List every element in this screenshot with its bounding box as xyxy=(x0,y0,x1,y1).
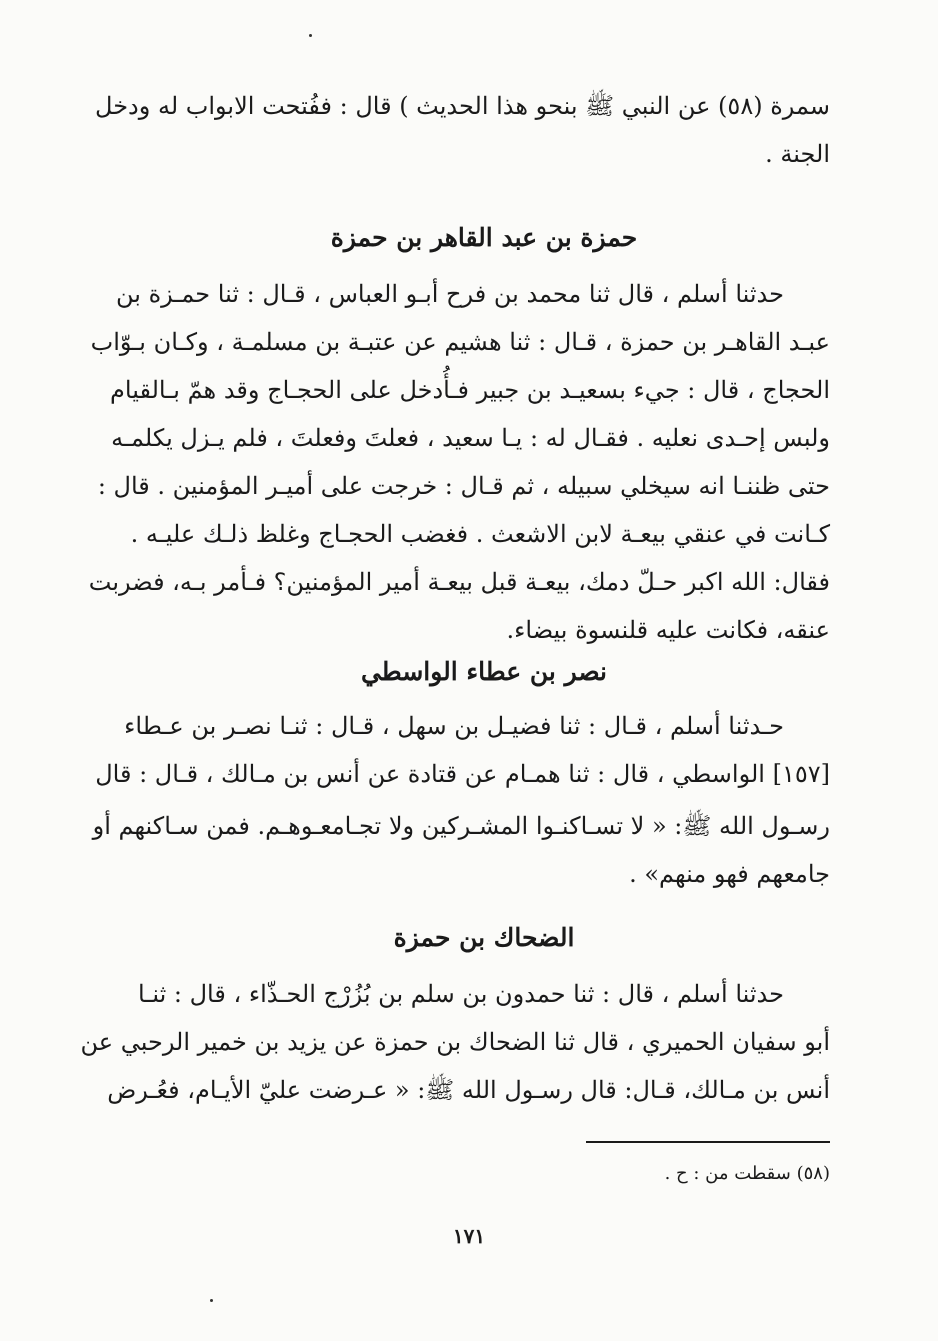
text-line: أبو سفيان الحميري ، قال ثنا الضحاك بن حمزة عن يزيد بن خمير الرحبي عن xyxy=(80,1028,830,1056)
text-line: عبـد القاهـر بن حمزة ، قـال : ثنا هشيم عن عتبـة بن مسلمـة ، وكـان بـوّاب xyxy=(90,328,830,356)
text-line: ولبس إحـدى نعليه . فقـال له : يـا سعيد ، فعلتَ وفعلتَ ، فلم يـزل يكلمـه xyxy=(111,424,830,452)
section-paragraph xyxy=(88,270,830,654)
text-line: عنقه، فكانت عليه قلنسوة بيضاء. xyxy=(506,616,830,644)
footnote-rule xyxy=(586,1141,830,1143)
text-line: حتى ظننـا انه سيخلي سبيله ، ثم قـال : خرجت على أميـر المؤمنين . قال : xyxy=(97,472,830,500)
intro-paragraph xyxy=(95,82,830,178)
text-line: الحجاج ، قال : جيء بسعيـد بن جبير فـأُدخل على الحجـاج وقد همّ بـالقيام xyxy=(110,376,830,404)
text-line: [١٥٧] الواسطي ، قال : ثنا همـام عن قتادة عن أنس بن مـالك ، قـال : قال xyxy=(95,760,830,788)
page-speck xyxy=(210,1299,213,1302)
text-line: كـانت في عنقي بيعـة لابن الاشعث . فغضب الحجـاج وغلظ ذلـك عليـه . xyxy=(130,520,830,548)
text-line: فقال: الله اكبر حـلّ دمك، بيعـة قبل بيعـة أمير المؤمنين؟ فـأمر بـه، فضربت xyxy=(88,568,830,596)
text-line: الجنة . xyxy=(765,140,830,168)
footnote: (٥٨) سقطت من : ح . xyxy=(664,1163,830,1184)
text-line: حدثنا أسلم ، قال : ثنا حمدون بن سلم بن بُزُرْج الحـذّاء ، قال : ثنـا xyxy=(138,980,784,1008)
section-paragraph xyxy=(92,702,830,898)
text-line: حـدثنا أسلم ، قـال : ثنا فضيـل بن سهل ، قـال : ثنـا نصـر بن عـطاء xyxy=(124,712,784,740)
page-number: ١٧١ xyxy=(452,1224,486,1248)
page-speck xyxy=(309,34,312,37)
text-line: حدثنا أسلم ، قال ثنا محمد بن فرح أبـو العباس ، قـال : ثنا حمـزة بن xyxy=(116,280,784,308)
section-paragraph xyxy=(80,970,830,1114)
text-line: أنس بن مـالك، قـال: قال رسـول الله ﷺ: « عـرضت عليّ الأيـام، فعُـرض xyxy=(107,1076,830,1104)
text-line: رسـول الله ﷺ: « لا تسـاكنـوا المشـركين ولا تجـامعـوهـم. فمن سـاكنهم أو xyxy=(92,812,830,840)
section-heading: الضحاك بن حمزة xyxy=(393,923,575,952)
text-line: جامعهم فهو منهم» . xyxy=(629,860,830,888)
section-heading: نصر بن عطاء الواسطي xyxy=(360,657,608,686)
text-line: سمرة (٥٨) عن النبي ﷺ بنحو هذا الحديث ) قال : ففُتحت الابواب له ودخل xyxy=(95,92,830,120)
section-heading: حمزة بن عبد القاهر بن حمزة xyxy=(330,223,638,252)
